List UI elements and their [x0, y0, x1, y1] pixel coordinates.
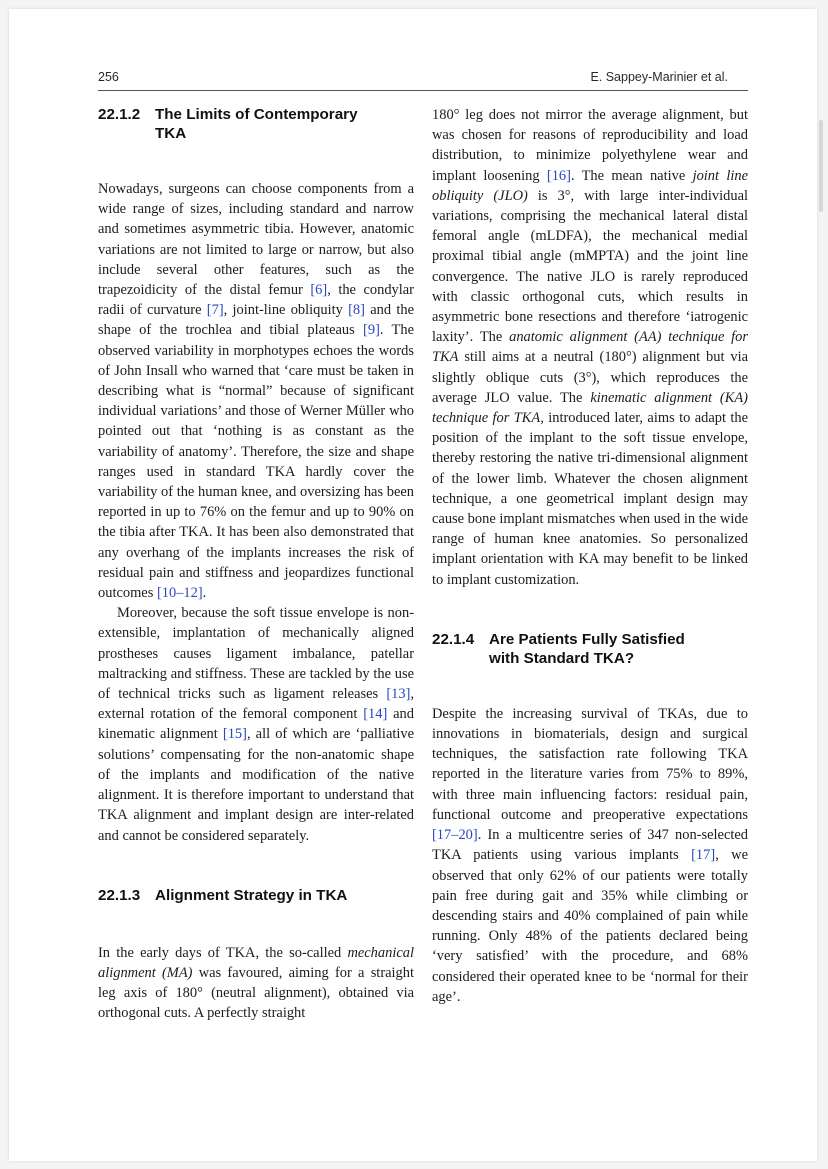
- paragraph: [98, 179, 414, 603]
- text-run: 180° leg does not mirror the average alignment, but was chosen for reasons of reproducibility and load distribution, to minimize polyethylene wear and implant loosening: [432, 107, 748, 184]
- italic-term: kinematic alignment (KA) technique for TKA,: [432, 389, 748, 427]
- text-run: , the condylar radii of curvature: [98, 282, 414, 319]
- page-number: 256: [98, 70, 119, 84]
- text-run: . The mean native: [570, 167, 693, 184]
- citation-link[interactable]: [9]: [363, 322, 380, 339]
- paragraph: [98, 603, 414, 845]
- text-run: , we observed that only 62% of our patients were totally pain free during gait and 35% while climbing or descending stairs and 40% complained of pain while running. Only 48% of the patients declared being ‘very satisfied’ with the procedure, and 68% considered their operated knee to be ‘normal for their age’.: [432, 847, 748, 1005]
- header-rule: [98, 90, 748, 91]
- citation-link[interactable]: [10–12]: [156, 585, 203, 602]
- section-number: 22.1.4: [432, 630, 475, 648]
- section-number: 22.1.2: [98, 106, 141, 123]
- italic-term: mechanical alignment (MA): [98, 944, 414, 981]
- text-run: is 3°, with large inter-individual variations, comprising the mechanical lateral distal femoral angle (mLDFA), the mechanical medial proximal tibial angle (mMPTA) and the joint line convergence. The native JLO is rarely reproduced with classic orthogonal cuts, which results in asymmetric bone resections and therefore ‘iatrogenic laxity’. The: [432, 187, 749, 346]
- text-run: In the early days of TKA, the so-called: [98, 944, 348, 961]
- citation-link[interactable]: [6]: [310, 282, 328, 299]
- citation-link[interactable]: [16]: [546, 167, 571, 184]
- section-title-line: The Limits of Contemporary: [155, 106, 358, 123]
- text-run: still aims at a neutral (180°) alignment but via slightly oblique cuts (3°), which reproduces the average JLO value. The: [432, 349, 748, 406]
- section-heading-22-1-3: [98, 886, 414, 905]
- text-run: introduced later, aims to adapt the position of the implant to the soft tissue envelope, thereby restoring the native tri-dimensional alignment of the lower limb. Whatever the chosen alignment technique, a one geometrical implant design may cause bone implant mismatches when used in the wide range of human knee anatomies. So personalized implant orientation with KA may benefit to be linked to implant customization.: [432, 410, 748, 588]
- text-run: , external rotation of the femoral component: [98, 686, 414, 723]
- section-heading-22-1-2: [98, 105, 414, 143]
- section-title-line: with Standard TKA?: [489, 649, 635, 667]
- citation-link[interactable]: [17–20]: [432, 827, 478, 844]
- italic-term: anatomic alignment (AA) technique for TKA: [432, 329, 749, 366]
- italic-term: joint line obliquity (JLO): [432, 167, 748, 204]
- citation-link[interactable]: [15]: [222, 726, 247, 743]
- right-column: [432, 105, 748, 1007]
- section-title: Alignment Strategy in TKA: [155, 886, 348, 904]
- text-run: Nowadays, surgeons can choose components from a wide range of sizes, including standard and narrow and sometimes asymmetric tibia. However, anatomic variations are not limited to large or narrow, but also include several other features, such as the trapezoidicity of the distal femur: [98, 181, 414, 299]
- citation-link[interactable]: [17]: [691, 847, 716, 864]
- text-run: and kinematic alignment: [98, 706, 414, 743]
- citation-link[interactable]: [13]: [386, 686, 411, 703]
- text-run: was favoured, aiming for a straight leg axis of 180° (neutral alignment), obtained via orthogonal cuts. A perfectly straight: [98, 964, 414, 1022]
- citation-link[interactable]: [7]: [206, 302, 224, 319]
- section-title-line: TKA: [155, 125, 187, 142]
- text-run: and the shape of the trochlea and tibial plateaus: [98, 302, 414, 339]
- paragraph: [432, 704, 748, 1007]
- paragraph: [98, 943, 414, 1024]
- citation-link[interactable]: [14]: [363, 706, 388, 723]
- section-title-line: Are Patients Fully Satisfied: [489, 630, 685, 648]
- paragraph: [432, 105, 748, 590]
- scrollbar[interactable]: [819, 120, 823, 212]
- text-run: Despite the increasing survival of TKAs, due to innovations in biomaterials, design and surgical techniques, the satisfaction rate following TKA reported in the literature varies from 75% to 89%, with three main influencing factors: residual pain, functional outcome and preoperative expectations: [432, 705, 748, 823]
- section-title: [155, 105, 358, 143]
- section-title: [489, 630, 685, 668]
- text-run: , all of which are ‘palliative solutions’ compensating for the non-anatomic shape of the implants and modification of the native alignment. It is therefore important to understand that TKA alignment and implant design are inter-related and cannot be considered separately.: [98, 726, 414, 844]
- text-run: . The observed variability in morphotypes echoes the words of John Insall who warned that ‘care must be taken in describing what is “normal” because of significant individual variations’ and those of Werner Müller who pointed out that ‘nothing is as constant as the variability of anatomy’. Therefore, the size and shape ranges used in standard TKA hardly cover the variability of the human knee, and oversizing has been reported in up to 76% on the femur and up to 90% on the tibia after TKA. It has been also demonstrated that any overhang of the implants increases the risk of residual pain and stiffness and jeopardizes functional outcomes: [98, 322, 414, 602]
- citation-link[interactable]: [8]: [348, 302, 365, 319]
- text-run: Moreover, because the soft tissue envelope is non-extensible, implantation of mechanically aligned prostheses causes ligament imbalance, patellar maltracking and stiffness. These are tackled by the use of technical tricks such as ligament releases: [98, 605, 414, 703]
- running-head: E. Sappey-Marinier et al.: [590, 70, 728, 84]
- section-heading-22-1-4: [432, 630, 748, 668]
- section-number: 22.1.3: [98, 886, 141, 904]
- left-column: [98, 105, 414, 1024]
- text-run: , joint-line obliquity: [223, 302, 349, 319]
- document-page: [9, 9, 817, 1161]
- text-run: .: [202, 585, 207, 602]
- text-run: . In a multicentre series of 347 non-selected TKA patients using various implants: [432, 827, 748, 864]
